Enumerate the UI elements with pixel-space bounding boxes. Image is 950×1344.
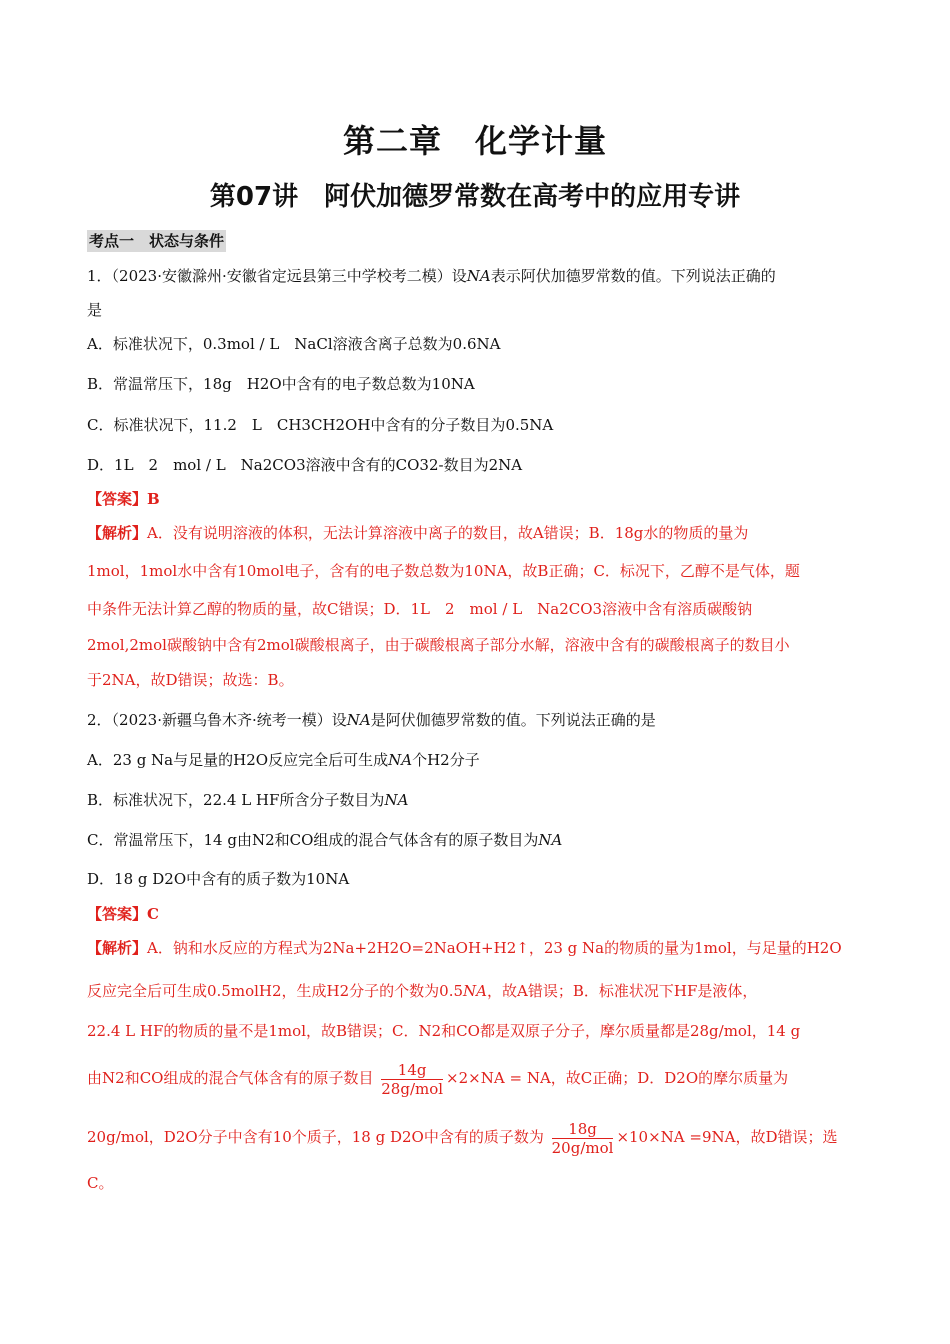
q2-explanation-line1: 【解析】A．钠和水反应的方程式为2Na+2H2O=2NaOH+H2↑，23 g Na的物质的量为1mol，与足量的H2O <box>87 939 842 957</box>
q2-option-b: B．标准状况下，22.4 L HF所含分子数目为NA <box>87 791 409 809</box>
fraction: $\frac{18g}{\text{20g/mol}}$ <box>551 1119 614 1157</box>
q1-explanation-line4: 2mol,2mol碳酸钠中含有2mol碳酸根离子，由于碳酸根离子部分水解，溶液中含有的碳酸根离子的数目小 <box>87 636 790 654</box>
q2-explanation-line5: 20g/mol，D2O分子中含有10个质子，18 g D2O中含有的质子数为 $\frac{18g}{\text{20g/mol}}$ ×10×NA =9NA，故D错误；选 <box>87 1119 838 1157</box>
chapter-title: 第二章 化学计量 <box>342 122 607 160</box>
q2-option-a: A．23 g Na与足量的H2O反应完全后可生成NA个H2分子 <box>87 751 480 769</box>
q1-option-b: B．常温常压下，18g H2O中含有的电子数总数为10NA <box>87 375 475 393</box>
q1-explanation-line3: 中条件无法计算乙醇的物质的量，故C错误；D．1L 2 mol / L Na2CO3溶液中含有溶质碳酸钠 <box>87 600 753 618</box>
q1-stem-cont: 是 <box>87 301 103 319</box>
q1-stem: 1．（2023·安徽滁州·安徽省定远县第三中学校考二模）设NA表示阿伏加德罗常数的值。下列说法正确的 <box>87 267 776 285</box>
q1-explanation-line1: 【解析】A．没有说明溶液的体积，无法计算溶液中离子的数目，故A错误；B．18g水的物质的量为 <box>87 524 749 542</box>
q1-explanation-line2: 1mol，1mol水中含有10mol电子，含有的电子数总数为10NA，故B正确；C．标况下，乙醇不是气体，题 <box>87 562 800 580</box>
q1-answer: 【答案】B <box>87 490 160 508</box>
lecture-title: 第07讲 阿伏加德罗常数在高考中的应用专讲 <box>209 182 741 212</box>
fraction: $\frac{14g}{\text{28g/mol}}$ <box>381 1060 444 1098</box>
q2-explanation-line6: C。 <box>87 1174 114 1192</box>
q1-option-d: D．1L 2 mol / L Na2CO3溶液中含有的CO32-数目为2NA <box>87 456 523 474</box>
section-heading: 考点一 状态与条件 <box>89 232 225 250</box>
q1-option-a: A．标准状况下，0.3mol / L NaCl溶液含离子总数为0.6NA <box>87 335 501 353</box>
q1-option-c: C．标准状况下，11.2 L CH3CH2OH中含有的分子数目为0.5NA <box>87 416 554 434</box>
q2-option-c: C．常温常压下，14 g由N2和CO组成的混合气体含有的原子数目为NA <box>87 831 563 849</box>
q2-option-d: D．18 g D2O中含有的质子数为10NA <box>87 870 350 888</box>
q2-explanation-line3: 22.4 L HF的物质的量不是1mol，故B错误；C．N2和CO都是双原子分子，摩尔质量都是28g/mol，14 g <box>87 1022 801 1040</box>
q2-answer: 【答案】C <box>87 905 159 923</box>
q2-explanation-line4: 由N2和CO组成的混合气体含有的原子数目 $\frac{14g}{\text{28g/mol}}$ ×2×NA = NA，故C正确；D．D2O的摩尔质量为 <box>87 1060 789 1098</box>
q2-stem: 2．（2023·新疆乌鲁木齐·统考一模）设NA是阿伏伽德罗常数的值。下列说法正确的是 <box>87 711 656 729</box>
q2-explanation-line2: 反应完全后可生成0.5molH2，生成H2分子的个数为0.5NA，故A错误；B．标准状况下HF是液体， <box>87 982 758 1000</box>
q1-explanation-line5: 于2NA，故D错误；故选：B。 <box>87 671 294 689</box>
